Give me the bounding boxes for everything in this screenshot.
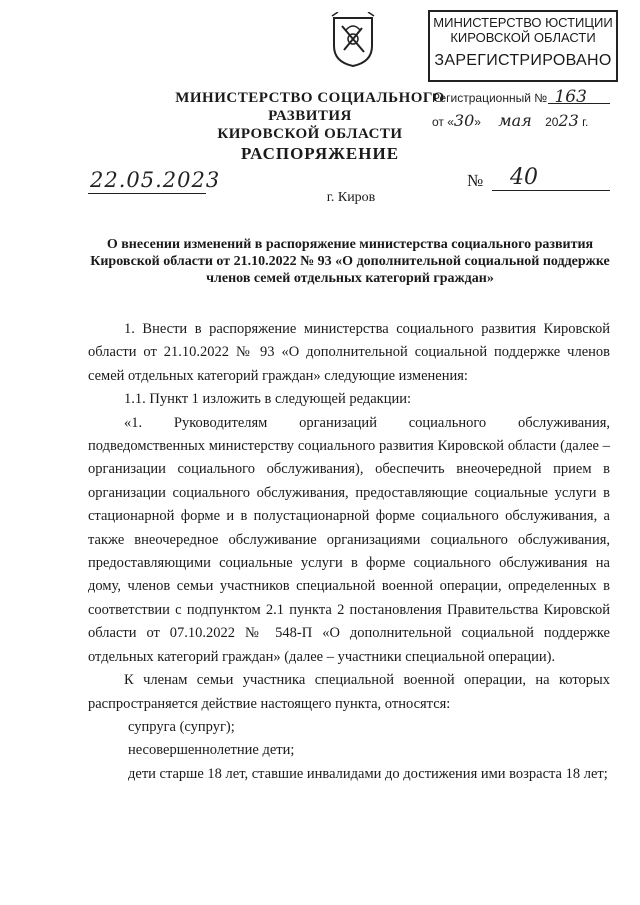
paragraph-1: 1. Внести в распоряжение министерства социального развития Кировской области от 21.10.2022 № 93 «О дополнительной социальной поддержке членов семей отдельных категорий граждан» следующие изменения: xyxy=(88,321,610,384)
registration-number-label: Регистрационный № xyxy=(432,91,548,105)
registration-number: 163 xyxy=(554,87,587,107)
stamp-line-1: МИНИСТЕРСТВО ЮСТИЦИИ xyxy=(433,15,613,30)
registration-number-underline xyxy=(548,103,610,104)
registration-date-month: мая xyxy=(498,111,532,130)
stamp-line-2: КИРОВСКОЙ ОБЛАСТИ xyxy=(450,30,596,45)
registration-date-year-prefix: 20 xyxy=(545,115,559,129)
document-title: О внесении изменений в распоряжение министерства социального развития Кировской области от 21.10.2022 № 93 «О дополнительной социальной поддержке членов семей отдельных категорий граждан» xyxy=(90,237,610,286)
paragraph-1-1: 1.1. Пункт 1 изложить в следующей редакции: xyxy=(124,391,412,408)
registration-date-mid: » xyxy=(474,115,481,129)
number-sign: № xyxy=(467,171,484,190)
paragraph-quoted-1: «1. Руководителям организаций социального обслуживания, подведомственных министерству социального развития Кировской области (далее – организации социального обслуживания), обеспечить внеочередной прием в организации социального обслуживания, предоставляющие социальные услуги в стационарной форме и в полустационарной форме социального обслуживания, а также внеочередное обслуживание организациями социального обслуживания, предоставляющими социальные услуги в форме социального обслуживания на дому, членов семьи участников специальной военной операции, определенных в соответствии с подпунктом 2.1 пункта 2 постановления Правительства Кировской области от 07.10.2022 № 548-П «О дополнительной социальной поддержке отдельных категорий граждан» (далее – участники специальной операции). xyxy=(88,414,610,665)
document-date: 22.05.2023 xyxy=(90,168,221,192)
registration-stamp xyxy=(428,10,618,82)
document-type: РАСПОРЯЖЕНИЕ xyxy=(240,144,400,163)
list-item-minor-children: несовершеннолетние дети; xyxy=(128,742,295,759)
document-body xyxy=(88,318,610,786)
registration-date-prefix: от « xyxy=(432,115,454,129)
coat-of-arms-icon xyxy=(330,12,376,68)
ministry-line-1: МИНИСТЕРСТВО СОЦИАЛЬНОГО РАЗВИТИЯ xyxy=(175,90,445,124)
ministry-name xyxy=(150,89,470,143)
registration-date-year: 23 xyxy=(558,111,579,130)
stamp-registered: ЗАРЕГИСТРИРОВАНО xyxy=(434,52,612,69)
list-item-spouse: супруга (супруг); xyxy=(128,718,235,735)
document-number: 40 xyxy=(510,165,538,190)
ministry-line-2: КИРОВСКОЙ ОБЛАСТИ xyxy=(217,126,403,142)
registration-date-day: 30 xyxy=(453,111,475,130)
city: г. Киров xyxy=(326,190,376,205)
paragraph-family-members: К членам семьи участника специальной военной операции, на которых распространяется действие настоящего пункта, относятся: xyxy=(88,672,610,712)
registration-date-suffix: г. xyxy=(582,115,589,129)
list-item-adult-disabled-children: дети старше 18 лет, ставшие инвалидами до достижения ими возраста 18 лет; xyxy=(128,765,608,782)
